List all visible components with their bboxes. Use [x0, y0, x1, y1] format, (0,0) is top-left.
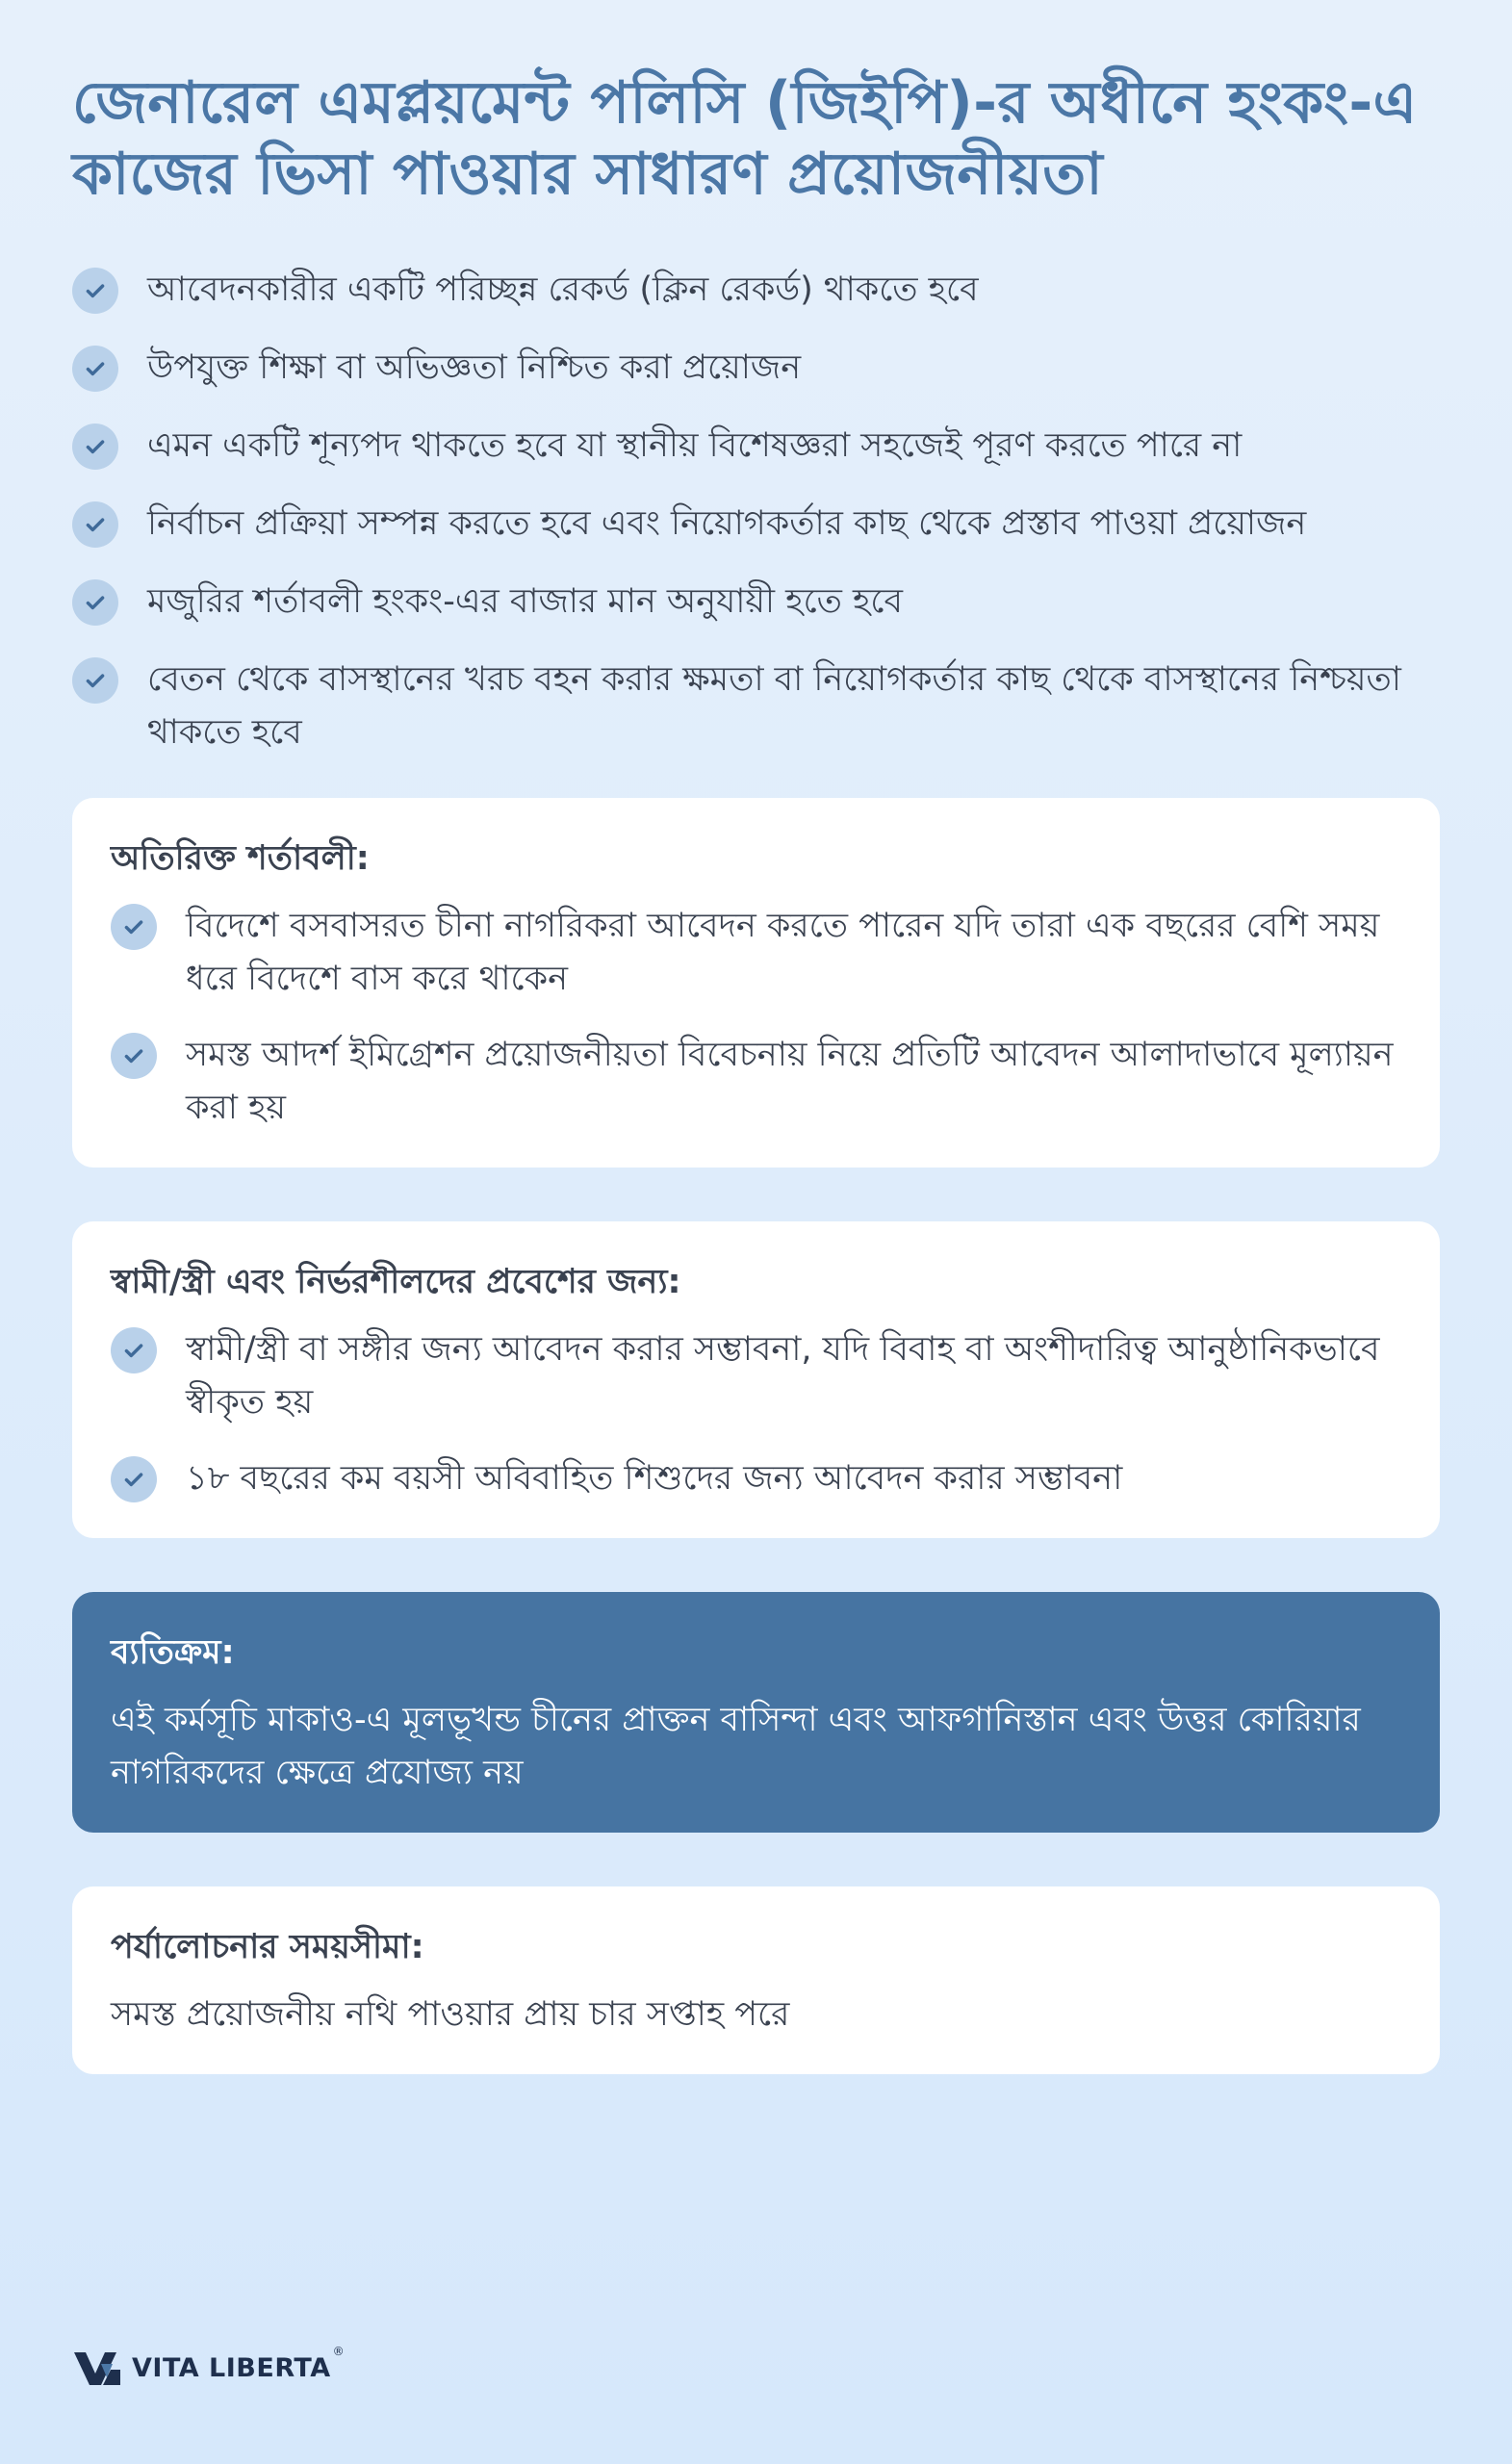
list-item [72, 264, 1440, 317]
list-item [111, 1452, 1401, 1505]
dependent-text: স্বামী/স্ত্রী বা সঙ্গীর জন্য আবেদন করার সম্ভাবনা, যদি বিবাহ বা অংশীদারিত্ব আনুষ্ঠানিকভাবে স্বীকৃত হয় [186, 1330, 1380, 1422]
review-text: সমস্ত প্রয়োজনীয় নথি পাওয়ার প্রায় চার সপ্তাহ পরে [111, 1995, 790, 2034]
check-icon [72, 424, 118, 470]
check-icon [111, 1327, 157, 1373]
additional-conditions-list [111, 900, 1401, 1135]
check-icon [111, 1456, 157, 1502]
additional-conditions-card [72, 798, 1440, 1168]
dependents-card [72, 1221, 1440, 1538]
review-title: পর্যালোচনার সময়সীমা: [111, 1928, 424, 1966]
requirements-list [72, 264, 1440, 759]
condition-text: সমস্ত আদর্শ ইমিগ্রেশন প্রয়োজনীয়তা বিবেচনায় নিয়ে প্রতিটি আবেদন আলাদাভাবে মূল্যায়ন করা হয় [186, 1036, 1394, 1127]
check-icon [72, 579, 118, 626]
check-icon [72, 268, 118, 314]
exception-card [72, 1592, 1440, 1833]
requirement-text: আবেদনকারীর একটি পরিচ্ছন্ন রেকর্ড (ক্লিন রেকর্ড) থাকতে হবে [147, 270, 979, 309]
exception-title: ব্যতিক্রম: [111, 1633, 235, 1672]
list-item [111, 1323, 1401, 1429]
check-icon [72, 346, 118, 392]
registered-mark: ® [332, 2345, 345, 2358]
list-item [72, 498, 1440, 551]
vita-liberta-logo-icon [72, 2348, 122, 2387]
list-item [72, 654, 1440, 759]
check-icon [111, 1033, 157, 1079]
dependents-title: স্বামী/স্ত্রী এবং নির্ভরশীলদের প্রবেশের জন্য: [111, 1263, 681, 1301]
check-icon [111, 904, 157, 950]
brand-name: VITA LIBERTA [132, 2352, 331, 2383]
requirement-text: নির্বাচন প্রক্রিয়া সম্পন্ন করতে হবে এবং নিয়োগকর্তার কাছ থেকে প্রস্তাব পাওয়া প্রয়োজন [147, 504, 1307, 543]
list-item [111, 1029, 1401, 1135]
list-item [111, 900, 1401, 1006]
dependent-text: ১৮ বছরের কম বয়সী অবিবাহিত শিশুদের জন্য আবেদন করার সম্ভাবনা [186, 1459, 1123, 1498]
brand-logo [72, 2345, 345, 2387]
page-title: জেনারেল এমপ্লয়মেন্ট পলিসি (জিইপি)-র অধীনে হংকং-এ কাজের ভিসা পাওয়ার সাধারণ প্রয়োজনীয়তা [72, 69, 1418, 208]
check-icon [72, 657, 118, 704]
requirement-text: উপযুক্ত শিক্ষা বা অভিজ্ঞতা নিশ্চিত করা প্রয়োজন [147, 348, 802, 387]
condition-text: বিদেশে বসবাসরত চীনা নাগরিকরা আবেদন করতে পারেন যদি তারা এক বছরের বেশি সময় ধরে বিদেশে বাস করে থাকেন [186, 907, 1380, 998]
dependents-list [111, 1323, 1401, 1505]
additional-conditions-title: অতিরিক্ত শর্তাবলী: [111, 839, 370, 878]
list-item [72, 420, 1440, 473]
requirement-text: মজুরির শর্তাবলী হংকং-এর বাজার মান অনুযায়ী হতে হবে [147, 582, 903, 621]
list-item [72, 342, 1440, 395]
exception-text: এই কর্মসূচি মাকাও-এ মূলভূখন্ড চীনের প্রাক্তন বাসিন্দা এবং আফগানিস্তান এবং উত্তর কোরিয়ার নাগরিকদের ক্ষেত্রে প্রযোজ্য নয় [111, 1701, 1361, 1792]
requirement-text: এমন একটি শূন্যপদ থাকতে হবে যা স্থানীয় বিশেষজ্ঞরা সহজেই পূরণ করতে পারে না [147, 426, 1243, 465]
requirement-text: বেতন থেকে বাসস্থানের খরচ বহন করার ক্ষমতা বা নিয়োগকর্তার কাছ থেকে বাসস্থানের নিশ্চয়তা থাকতে হবে [147, 660, 1401, 752]
check-icon [72, 501, 118, 548]
list-item [72, 576, 1440, 629]
review-card [72, 1886, 1440, 2074]
